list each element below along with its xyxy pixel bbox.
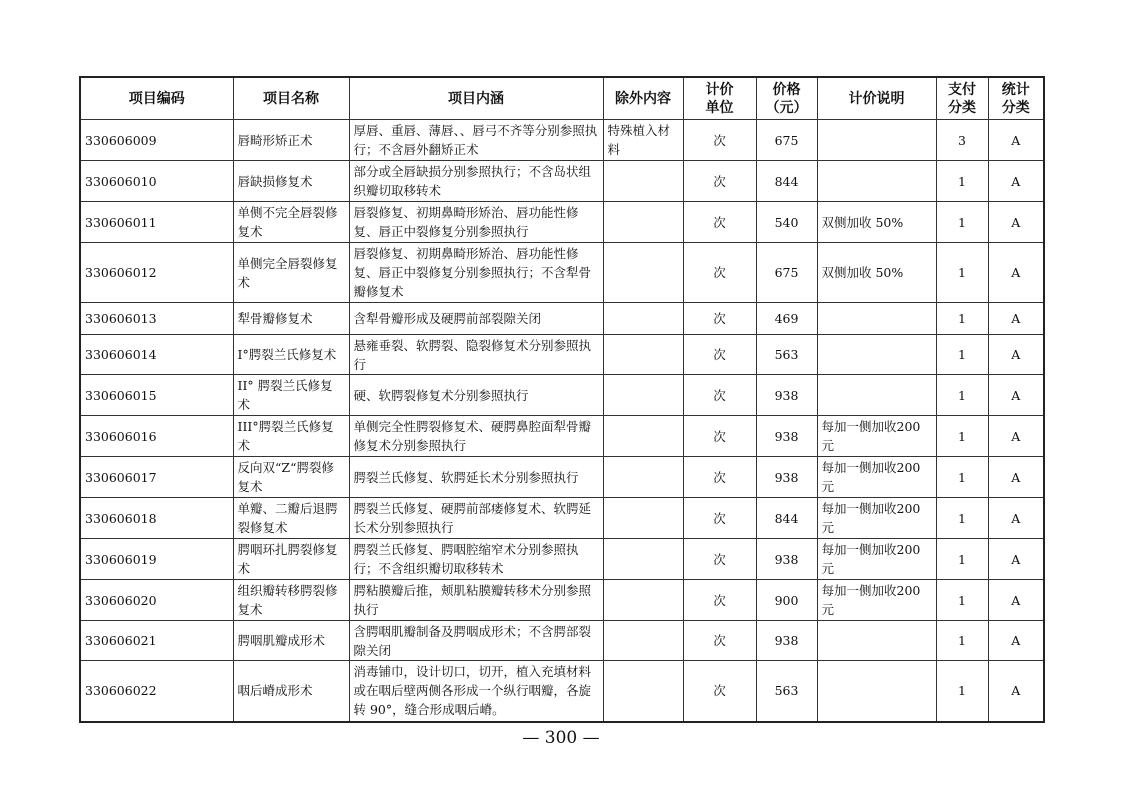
cell-unit: 次 <box>683 335 756 375</box>
cell-exclusion <box>603 580 683 621</box>
cell-stat: A <box>988 457 1044 498</box>
cell-note <box>817 303 936 335</box>
cell-exclusion <box>603 661 683 722</box>
table-body <box>80 120 1044 722</box>
cell-note <box>817 661 936 722</box>
cell-pay: 1 <box>936 416 988 457</box>
cell-code: 330606014 <box>80 335 233 375</box>
header-price-line2: （元） <box>765 99 808 116</box>
page-number: — 300 — <box>522 728 600 748</box>
cell-code: 330606011 <box>80 202 233 243</box>
cell-content: 腭裂兰氏修复、硬腭前部瘘修复术、软腭延长术分别参照执行 <box>349 498 603 539</box>
cell-content: 腭裂兰氏修复、腭咽腔缩窄术分别参照执行；不含组织瓣切取移转术 <box>349 539 603 580</box>
table-row <box>80 303 1044 335</box>
cell-content: 唇裂修复、初期鼻畸形矫治、唇功能性修复、唇正中裂修复分别参照执行；不含犁骨瓣修复术 <box>349 243 603 303</box>
cell-stat: A <box>988 621 1044 661</box>
cell-exclusion <box>603 335 683 375</box>
cell-name: 组织瓣转移腭裂修复术 <box>233 580 349 621</box>
header-note: 计价说明 <box>817 77 936 120</box>
cell-note: 每加一侧加收200元 <box>817 580 936 621</box>
header-price-line1: 价格 <box>772 81 801 98</box>
cell-stat: A <box>988 243 1044 303</box>
cell-code: 330606015 <box>80 375 233 416</box>
cell-name: 单瓣、二瓣后退腭裂修复术 <box>233 498 349 539</box>
cell-stat: A <box>988 661 1044 722</box>
header-stat-line2: 分类 <box>1001 99 1030 116</box>
cell-exclusion: 特殊植入材料 <box>603 120 683 161</box>
cell-stat: A <box>988 161 1044 202</box>
cell-stat: A <box>988 539 1044 580</box>
cell-price: 675 <box>756 243 817 303</box>
cell-stat: A <box>988 202 1044 243</box>
cell-unit: 次 <box>683 457 756 498</box>
header-stat-line1: 统计 <box>1001 81 1030 98</box>
cell-exclusion <box>603 161 683 202</box>
cell-exclusion <box>603 416 683 457</box>
header-unit-line1: 计价 <box>705 81 734 98</box>
cell-note <box>817 375 936 416</box>
cell-code: 330606018 <box>80 498 233 539</box>
cell-price: 900 <box>756 580 817 621</box>
cell-price: 675 <box>756 120 817 161</box>
cell-code: 330606013 <box>80 303 233 335</box>
cell-name: 咽后嵴成形术 <box>233 661 349 722</box>
table-row <box>80 580 1044 621</box>
cell-price: 844 <box>756 498 817 539</box>
cell-name: 唇缺损修复术 <box>233 161 349 202</box>
cell-exclusion <box>603 202 683 243</box>
cell-name: II° 腭裂兰氏修复术 <box>233 375 349 416</box>
table-row <box>80 161 1044 202</box>
cell-pay: 1 <box>936 335 988 375</box>
cell-unit: 次 <box>683 416 756 457</box>
cell-stat: A <box>988 303 1044 335</box>
cell-name: 单侧完全唇裂修复术 <box>233 243 349 303</box>
table-row <box>80 243 1044 303</box>
cell-note <box>817 120 936 161</box>
cell-code: 330606009 <box>80 120 233 161</box>
cell-price: 563 <box>756 661 817 722</box>
cell-exclusion <box>603 498 683 539</box>
cell-price: 563 <box>756 335 817 375</box>
cell-content: 悬雍垂裂、软腭裂、隐裂修复术分别参照执行 <box>349 335 603 375</box>
cell-note: 每加一侧加收200元 <box>817 457 936 498</box>
header-price <box>756 77 817 120</box>
cell-code: 330606016 <box>80 416 233 457</box>
cell-code: 330606021 <box>80 621 233 661</box>
cell-pay: 1 <box>936 580 988 621</box>
table-row <box>80 621 1044 661</box>
cell-name: 犁骨瓣修复术 <box>233 303 349 335</box>
cell-price: 938 <box>756 416 817 457</box>
cell-code: 330606010 <box>80 161 233 202</box>
cell-price: 469 <box>756 303 817 335</box>
cell-unit: 次 <box>683 202 756 243</box>
cell-price: 844 <box>756 161 817 202</box>
cell-name: 唇畸形矫正术 <box>233 120 349 161</box>
cell-name: Ⅰ°腭裂兰氏修复术 <box>233 335 349 375</box>
cell-exclusion <box>603 457 683 498</box>
cell-pay: 1 <box>936 498 988 539</box>
cell-pay: 1 <box>936 243 988 303</box>
cell-name: 腭咽环扎腭裂修复术 <box>233 539 349 580</box>
cell-content: 单侧完全性腭裂修复术、硬腭鼻腔面犁骨瓣修复术分别参照执行 <box>349 416 603 457</box>
cell-unit: 次 <box>683 661 756 722</box>
cell-pay: 1 <box>936 303 988 335</box>
cell-stat: A <box>988 335 1044 375</box>
cell-name: 反向双“Z“腭裂修复术 <box>233 457 349 498</box>
cell-stat: A <box>988 120 1044 161</box>
cell-unit: 次 <box>683 621 756 661</box>
cell-unit: 次 <box>683 120 756 161</box>
cell-stat: A <box>988 375 1044 416</box>
cell-name: 单侧不完全唇裂修复术 <box>233 202 349 243</box>
cell-exclusion <box>603 303 683 335</box>
cell-unit: 次 <box>683 375 756 416</box>
cell-code: 330606020 <box>80 580 233 621</box>
cell-pay: 1 <box>936 539 988 580</box>
header-row <box>80 77 1044 120</box>
cell-price: 540 <box>756 202 817 243</box>
header-exclusion: 除外内容 <box>603 77 683 120</box>
cell-content: 厚唇、重唇、薄唇、、唇弓不齐等分别参照执行；不含唇外翻矫正术 <box>349 120 603 161</box>
cell-pay: 3 <box>936 120 988 161</box>
header-unit <box>683 77 756 120</box>
cell-name: III°腭裂兰氏修复术 <box>233 416 349 457</box>
header-unit-line2: 单位 <box>705 99 734 116</box>
cell-note: 双侧加收 50% <box>817 243 936 303</box>
table-row <box>80 202 1044 243</box>
cell-exclusion <box>603 375 683 416</box>
cell-content: 腭裂兰氏修复、软腭延长术分别参照执行 <box>349 457 603 498</box>
cell-unit: 次 <box>683 161 756 202</box>
cell-price: 938 <box>756 375 817 416</box>
header-pay-line2: 分类 <box>948 99 976 116</box>
table-row <box>80 498 1044 539</box>
cell-note: 双侧加收 50% <box>817 202 936 243</box>
cell-unit: 次 <box>683 580 756 621</box>
cell-code: 330606012 <box>80 243 233 303</box>
cell-unit: 次 <box>683 243 756 303</box>
table-row <box>80 539 1044 580</box>
header-content: 项目内涵 <box>349 77 603 120</box>
cell-content: 含犁骨瓣形成及硬腭前部裂隙关闭 <box>349 303 603 335</box>
header-stat <box>988 77 1044 120</box>
cell-content: 部分或全唇缺损分别参照执行；不含岛状组织瓣切取移转术 <box>349 161 603 202</box>
cell-price: 938 <box>756 621 817 661</box>
cell-pay: 1 <box>936 621 988 661</box>
cell-note <box>817 161 936 202</box>
cell-exclusion <box>603 539 683 580</box>
cell-exclusion <box>603 243 683 303</box>
cell-code: 330606017 <box>80 457 233 498</box>
cell-pay: 1 <box>936 661 988 722</box>
cell-name: 腭咽肌瓣成形术 <box>233 621 349 661</box>
cell-unit: 次 <box>683 498 756 539</box>
table-row <box>80 457 1044 498</box>
header-pay-line1: 支付 <box>948 81 976 98</box>
cell-note: 每加一侧加收200元 <box>817 498 936 539</box>
cell-content: 含腭咽肌瓣制备及腭咽成形术；不含腭部裂隙关闭 <box>349 621 603 661</box>
cell-stat: A <box>988 416 1044 457</box>
cell-pay: 1 <box>936 161 988 202</box>
cell-unit: 次 <box>683 539 756 580</box>
cell-exclusion <box>603 621 683 661</box>
header-pay <box>936 77 988 120</box>
cell-content: 腭粘膜瓣后推，颊肌粘膜瓣转移术分别参照执行 <box>349 580 603 621</box>
cell-pay: 1 <box>936 375 988 416</box>
table-row <box>80 375 1044 416</box>
cell-note <box>817 621 936 661</box>
cell-note: 每加一侧加收200元 <box>817 416 936 457</box>
table-row <box>80 120 1044 161</box>
cell-content: 硬、软腭裂修复术分别参照执行 <box>349 375 603 416</box>
cell-pay: 1 <box>936 457 988 498</box>
header-name: 项目名称 <box>233 77 349 120</box>
header-code: 项目编码 <box>80 77 233 120</box>
table-row <box>80 335 1044 375</box>
cell-pay: 1 <box>936 202 988 243</box>
cell-content: 消毒铺巾，设计切口，切开，植入充填材料或在咽后壁两侧各形成一个纵行咽瓣，各旋转 90°，缝合形成咽后嵴。 <box>349 661 603 722</box>
cell-stat: A <box>988 498 1044 539</box>
cell-price: 938 <box>756 457 817 498</box>
cell-note: 每加一侧加收200元 <box>817 539 936 580</box>
cell-content: 唇裂修复、初期鼻畸形矫治、唇功能性修复、唇正中裂修复分别参照执行 <box>349 202 603 243</box>
cell-note <box>817 335 936 375</box>
cell-stat: A <box>988 580 1044 621</box>
price-table <box>79 76 1045 723</box>
cell-code: 330606022 <box>80 661 233 722</box>
cell-code: 330606019 <box>80 539 233 580</box>
cell-price: 938 <box>756 539 817 580</box>
cell-unit: 次 <box>683 303 756 335</box>
table-row <box>80 661 1044 722</box>
table-row <box>80 416 1044 457</box>
